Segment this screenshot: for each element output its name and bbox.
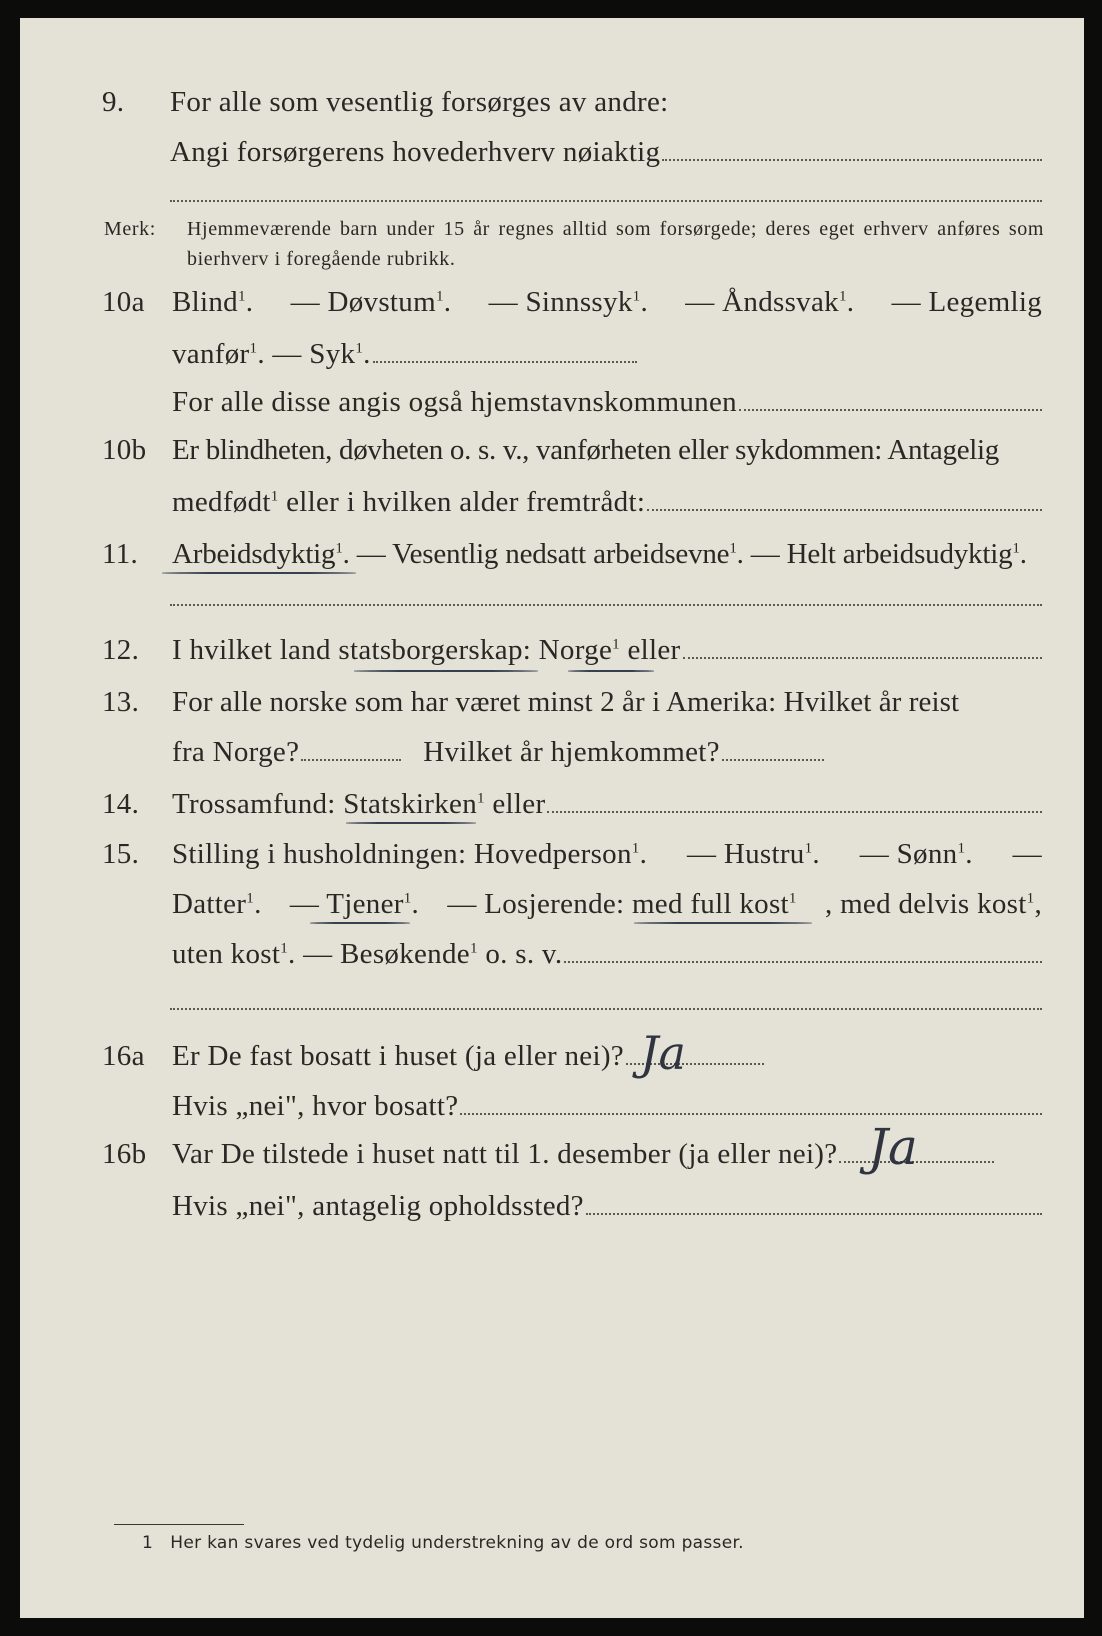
option-delvis-kost: , med delvis kost$^1$, — [824, 888, 1042, 920]
question-number: 11. — [102, 538, 139, 570]
handwritten-underline — [310, 922, 410, 924]
footnote-rule — [114, 1524, 244, 1525]
answer-field[interactable] — [739, 387, 1042, 411]
question-text: Var De tilstede i huset natt til 1. desember (ja eller nei)? — [172, 1138, 838, 1170]
note-text: Hjemmeværende barn under 15 år regnes alltid som forsørgede; deres eget erhverv anføres som bierhverv i foregående rubrikk. — [187, 218, 1044, 270]
option-hustru: — Hustru$^1$. — [686, 838, 820, 870]
option-datter: Datter$^1$. — [172, 888, 262, 920]
question-text: o. s. v. — [485, 938, 563, 970]
question-number: 12. — [102, 634, 140, 666]
option-hovedperson: Stilling i husholdningen: Hovedperson$^1$. — [172, 838, 648, 870]
handwritten-underline — [162, 572, 356, 574]
question-text: — — [1012, 838, 1042, 870]
option-besokende: — Besøkende$^1$ — [303, 938, 478, 970]
option-sinnssyk: — Sinnssyk$^1$. — [488, 286, 648, 318]
option-dovstum: — Døvstum$^1$. — [290, 286, 452, 318]
footnote-text: Her kan svares ved tydelig understrekning av de ord som passer. — [170, 1533, 744, 1553]
question-number: 16b — [102, 1138, 147, 1170]
handwritten-underline — [354, 670, 538, 672]
question-text: eller — [492, 788, 546, 820]
answer-field[interactable] — [547, 789, 1042, 813]
question-number: 16a — [102, 1040, 145, 1072]
note-label: Merk: — [104, 218, 156, 240]
handwritten-underline — [634, 922, 812, 924]
question-text: fra Norge? — [172, 736, 300, 768]
footnote-mark: 1 — [142, 1533, 154, 1553]
question-text: Er De fast bosatt i huset (ja eller nei)? — [172, 1040, 624, 1072]
question-text: eller — [627, 634, 681, 666]
question-text: Hvis „nei", hvor bosatt? — [172, 1090, 459, 1122]
question-text: Angi forsørgerens hovederhverv nøiaktig — [170, 136, 661, 168]
question-text: Hvilket år hjemkommet? — [423, 736, 720, 768]
question-text: For alle disse angis også hjemstavnskommunen — [172, 386, 737, 418]
question-number: 14. — [102, 788, 140, 820]
question-text: Trossamfund: Statskirken$^1$ — [172, 788, 485, 820]
handwritten-answer: Ja — [640, 1026, 686, 1080]
question-number: 10a — [102, 286, 145, 318]
option-blind: Blind$^1$. — [172, 286, 254, 318]
answer-field[interactable] — [586, 1191, 1042, 1215]
handwritten-answer: Ja — [868, 1118, 918, 1176]
option-medfodt: medfødt$^1$ — [172, 486, 279, 518]
option-arbeidsdyktig: Arbeidsdyktig$^1$. — [172, 538, 357, 570]
answer-field[interactable] — [564, 939, 1042, 963]
option-arbeidsudyktig: — Helt arbeidsudyktig$^1$. — [750, 538, 1027, 570]
answer-field[interactable] — [373, 339, 637, 363]
answer-field[interactable] — [301, 737, 401, 761]
question-number: 10b — [102, 434, 147, 466]
answer-field[interactable] — [683, 635, 1042, 659]
option-nedsatt-arbeidsevne: — Vesentlig nedsatt arbeidsevne$^1$. — [356, 538, 751, 570]
question-number: 13. — [102, 686, 140, 718]
answer-field[interactable] — [662, 137, 1042, 161]
option-full-kost: — Losjerende: med full kost$^1$ — [447, 888, 797, 920]
question-number: 15. — [102, 838, 140, 870]
answer-field[interactable] — [460, 1091, 1042, 1115]
question-text: For alle som vesentlig forsørges av andre: — [170, 86, 669, 118]
question-text: Hvis „nei", antagelig opholdssted? — [172, 1190, 584, 1222]
answer-field[interactable] — [170, 604, 1042, 606]
option-andssvak: — Åndssvak$^1$. — [685, 286, 855, 318]
answer-field[interactable] — [647, 487, 1042, 511]
option-syk: — Syk$^1$. — [272, 338, 371, 370]
option-sonn: — Sønn$^1$. — [859, 838, 973, 870]
option-tjener: — Tjener$^1$. — [289, 888, 420, 920]
option-vanfor: vanfør$^1$. — [172, 338, 273, 370]
question-text: eller i hvilken alder fremtrådt: — [286, 486, 646, 518]
question-number: 9. — [102, 86, 125, 118]
question-text: Er blindheten, døvheten o. s. v., vanførheten eller sykdommen: Antagelig — [172, 434, 999, 466]
question-text: I hvilket land statsborgerskap: Norge$^1$ — [172, 634, 620, 666]
question-text: For alle norske som har været minst 2 år i Amerika: Hvilket år reist — [172, 686, 960, 718]
option-legemlig: — Legemlig — [891, 286, 1042, 318]
footnote — [142, 1533, 744, 1553]
option-uten-kost: uten kost$^1$. — [172, 938, 304, 970]
census-form-page — [20, 18, 1084, 1618]
handwritten-underline — [346, 822, 476, 824]
answer-field[interactable] — [170, 200, 1042, 202]
answer-field[interactable] — [170, 1008, 1042, 1010]
answer-field[interactable] — [722, 737, 824, 761]
handwritten-underline — [568, 670, 654, 672]
